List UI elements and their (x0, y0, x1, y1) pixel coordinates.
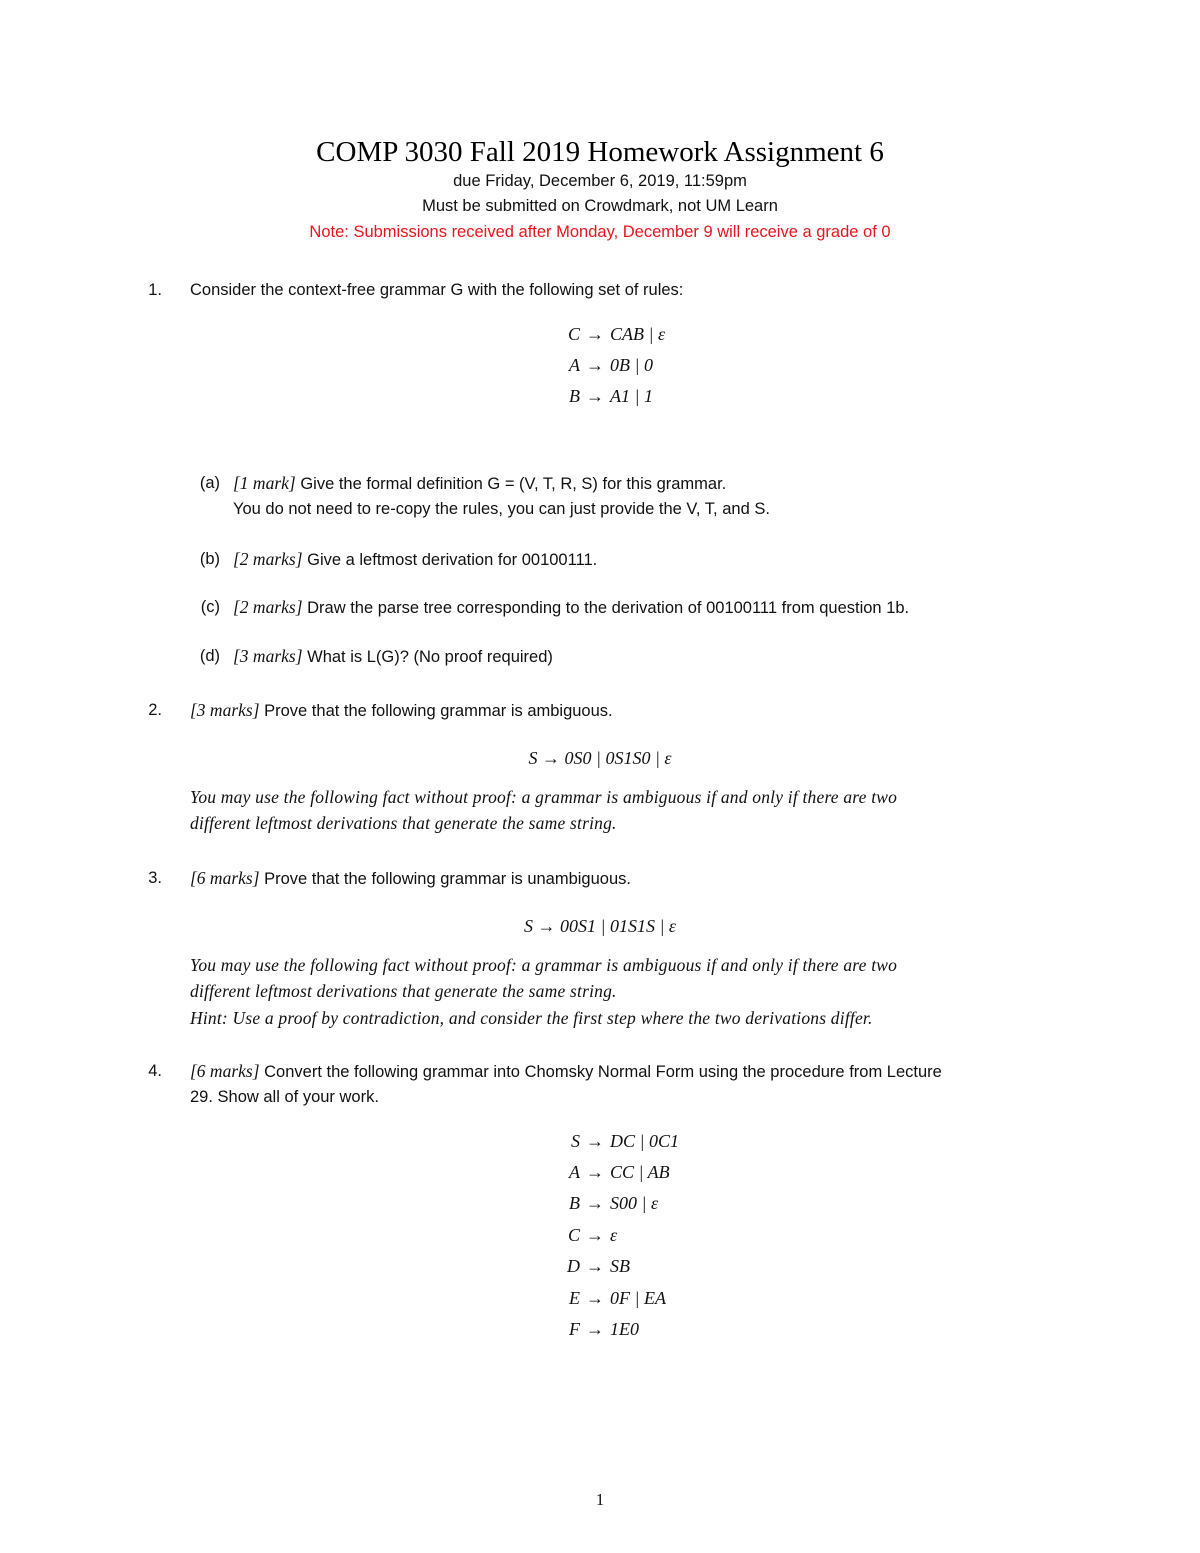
marks-label: [2 marks] (233, 597, 303, 617)
rule-rhs: SB (610, 1256, 630, 1276)
rule-lhs: S (571, 1131, 580, 1151)
marks-label: [1 mark] (233, 473, 296, 493)
question-number: 1. (148, 281, 162, 299)
fact-note: different leftmost derivations that generate the same string. (190, 981, 617, 1001)
rule-arrow: → (586, 1193, 604, 1213)
question-text: Convert the following grammar into Chomsky Normal Form using the procedure from Lecture (264, 1063, 942, 1081)
rule-arrow: → (586, 1256, 604, 1276)
rule-rhs: ε (610, 1225, 618, 1245)
fact-note: You may use the following fact without proof: a grammar is ambiguous if and only if there are two (190, 787, 898, 807)
subquestion-label: (c) (200, 598, 220, 616)
subquestion-label: (b) (199, 550, 220, 568)
rule-arrow: → (586, 1162, 604, 1182)
rule-lhs: A (569, 355, 580, 375)
rule-arrow: → (586, 1131, 604, 1151)
rule-rhs: S00 | ε (610, 1193, 659, 1213)
rule-arrow: → (586, 355, 604, 375)
subquestion-text: What is L(G)? (No proof required) (307, 648, 553, 666)
question-number: 3. (148, 869, 162, 887)
question-text: Prove that the following grammar is ambiguous. (264, 702, 613, 720)
question-text: Consider the context-free grammar G with the following set of rules: (190, 281, 684, 299)
subquestion-text: Draw the parse tree corresponding to the derivation of 00100111 from question 1b. (307, 599, 910, 617)
rule-lhs: D (567, 1256, 580, 1276)
rule-arrow: → (586, 386, 604, 406)
fact-note: You may use the following fact without proof: a grammar is ambiguous if and only if there are two (190, 955, 898, 975)
rule-rhs: CC | AB (610, 1162, 670, 1182)
rule-arrow: → (586, 1288, 604, 1308)
due-date: due Friday, December 6, 2019, 11:59pm (453, 172, 747, 190)
submission-note: Must be submitted on Crowdmark, not UM Learn (422, 197, 778, 215)
rule-rhs: 1E0 (610, 1319, 639, 1339)
rule-arrow: → (586, 1225, 604, 1245)
marks-label: [6 marks] (190, 868, 260, 888)
question-number: 2. (148, 701, 162, 719)
rule-rhs: CAB | ε (610, 324, 666, 344)
rule-rhs: DC | 0C1 (610, 1131, 679, 1151)
marks-label: [6 marks] (190, 1061, 260, 1081)
rule-lhs: B (569, 386, 580, 406)
subquestion-label: (a) (199, 474, 220, 492)
rule-rhs: 0B | 0 (610, 355, 653, 375)
question-text: 29. Show all of your work. (190, 1088, 379, 1106)
rule-lhs: B (569, 1193, 580, 1213)
question-text: Prove that the following grammar is unambiguous. (264, 870, 631, 888)
rule-lhs: E (569, 1288, 580, 1308)
subquestion-text: You do not need to re-copy the rules, you can just provide the V, T, and S. (233, 500, 770, 518)
rule-rhs: 0F | EA (610, 1288, 666, 1308)
rule-arrow: → (586, 324, 604, 344)
subquestion-label: (d) (199, 647, 220, 665)
rule-lhs: A (569, 1162, 580, 1182)
question-number: 4. (148, 1062, 162, 1080)
rule-arrow: → (586, 1319, 604, 1339)
subquestion-text: Give a leftmost derivation for 00100111. (307, 551, 598, 569)
page-number: 1 (595, 1490, 605, 1509)
marks-label: [3 marks] (190, 700, 260, 720)
rule-lhs: F (569, 1319, 580, 1339)
rule-lhs: C (567, 1225, 580, 1245)
fact-note: different leftmost derivations that generate the same string. (190, 813, 617, 833)
grammar-rule: S → 00S1 | 01S1S | ε (524, 916, 676, 936)
page-title: COMP 3030 Fall 2019 Homework Assignment 6 (316, 136, 884, 168)
hint-note: Hint: Use a proof by contradiction, and consider the first step where the two derivations differ. (190, 1008, 873, 1028)
grammar-rule: S → 0S0 | 0S1S0 | ε (528, 748, 672, 768)
marks-label: [3 marks] (233, 646, 303, 666)
rule-rhs: A1 | 1 (610, 386, 653, 406)
marks-label: [2 marks] (233, 549, 303, 569)
late-note: Note: Submissions received after Monday, December 9 will receive a grade of 0 (309, 223, 891, 241)
rule-lhs: C (567, 324, 580, 344)
subquestion-text: Give the formal definition G = (V, T, R, S) for this grammar. (300, 475, 727, 493)
